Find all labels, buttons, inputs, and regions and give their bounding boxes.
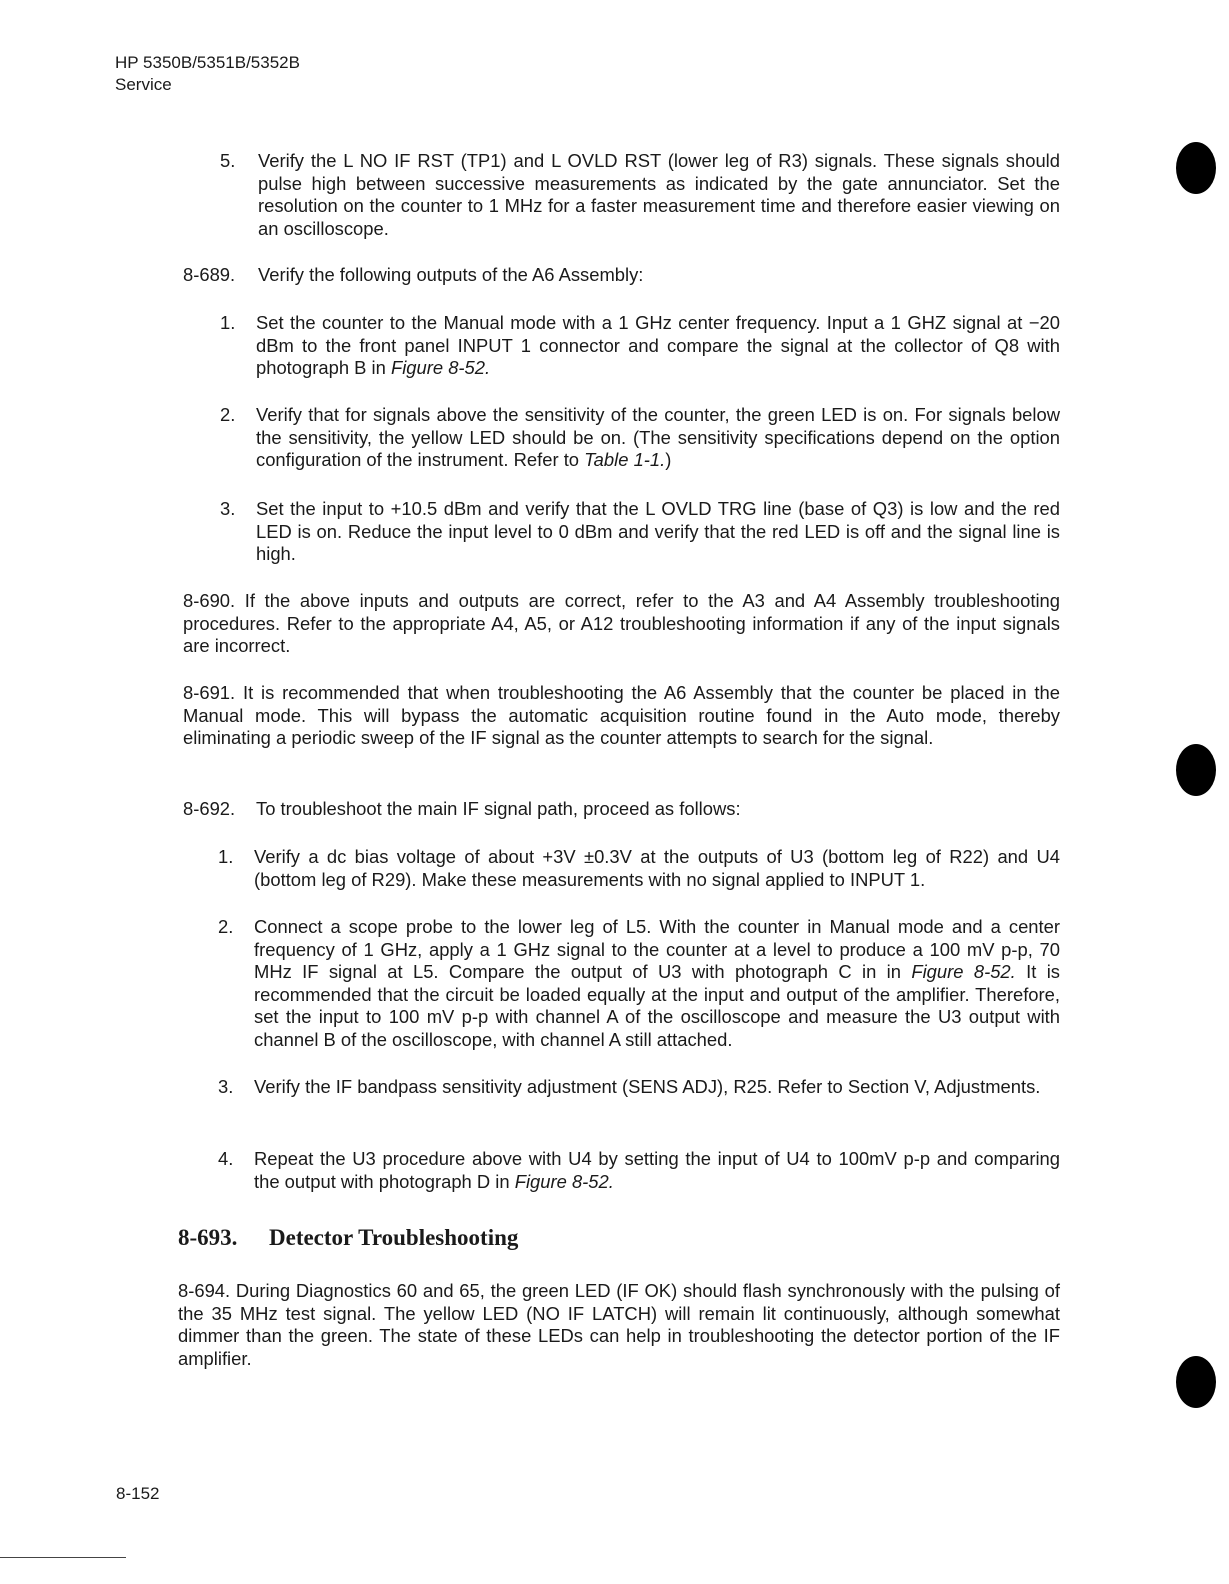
running-header <box>115 52 300 96</box>
header-model: HP 5350B/5351B/5352B <box>115 53 300 72</box>
figure-reference: Figure 8-52. <box>390 357 491 379</box>
paragraph-8-691: 8-691. It is recommended that when troubleshooting the A6 Assembly that the counter be placed in the Manual mode. This will bypass the automatic acquisition routine found in the Auto mode, thereby eliminating a periodic sweep of the IF signal as the counter attempts to search for the signal. <box>183 682 1060 749</box>
list-item-closing: ) <box>665 449 672 471</box>
paragraph-8-692: To troubleshoot the main IF signal path, proceed as follows: <box>256 798 741 819</box>
section-number: 8-693. <box>178 1225 238 1250</box>
footer-rule <box>0 1557 126 1558</box>
paragraph-8-694: 8-694. During Diagnostics 60 and 65, the green LED (IF OK) should flash synchronously with the pulsing of the 35 MHz test signal. The yellow LED (NO IF LATCH) will remain lit continuously, although somewhat dimmer than the green. The state of these LEDs can help in troubleshooting the detector portion of the IF amplifier. <box>178 1280 1060 1369</box>
list-item-body: Set the counter to the Manual mode with a 1 GHz center frequency. Input a 1 GHZ signal at −20 dBm to the front panel INPUT 1 connector and compare the signal at the collector of Q8 with photograph B in <box>256 312 1060 379</box>
list-item-text: Verify a dc bias voltage of about +3V ±0.3V at the outputs of U3 (bottom leg of R22) and U4 (bottom leg of R29). Make these measurements with no signal applied to INPUT 1. <box>254 846 1060 890</box>
list-item-text: Verify the IF bandpass sensitivity adjustment (SENS ADJ), R25. Refer to Section V, Adjustments. <box>254 1076 1041 1097</box>
list-item-body: Verify that for signals above the sensitivity of the counter, the green LED is on. For signals below the sensitivity, the yellow LED should be on. (The sensitivity specifications depend on the option configuration of the instrument. Refer to <box>256 404 1060 471</box>
list-item-body-continued: It is recommended that the circuit be loaded equally at the input and output of the amplifier. Therefore, set the input to 100 mV p-p with channel A of the oscilloscope and measure the U3 output with channel B of the oscilloscope, with channel A still attached. <box>254 961 1060 1050</box>
step-number: 3. <box>218 1076 234 1097</box>
step-number: 3. <box>220 498 236 519</box>
paragraph-8-689: Verify the following outputs of the A6 Assembly: <box>258 264 644 285</box>
list-item-text <box>254 1148 1060 1193</box>
list-item-text <box>254 916 1060 1052</box>
step-number: 1. <box>218 846 234 867</box>
section-title: Detector Troubleshooting <box>269 1225 519 1250</box>
step-number: 1. <box>220 312 236 333</box>
paragraph-8-690: 8-690. If the above inputs and outputs are correct, refer to the A3 and A4 Assembly troubleshooting procedures. Refer to the appropriate A4, A5, or A12 troubleshooting information if any of the input signals are incorrect. <box>183 590 1060 657</box>
list-item-body: Repeat the U3 procedure above with U4 by setting the input of U4 to 100mV p-p and comparing the output with photograph D in <box>254 1148 1060 1192</box>
step-number: 4. <box>218 1148 234 1169</box>
binder-hole-middle <box>1176 744 1216 796</box>
step-number: 2. <box>218 916 234 937</box>
page-number: 8-152 <box>116 1484 160 1503</box>
figure-reference: Figure 8-52. <box>911 961 1016 983</box>
header-section: Service <box>115 75 172 94</box>
list-item-text <box>256 312 1060 380</box>
binder-hole-bottom <box>1176 1356 1216 1408</box>
step-number: 2. <box>220 404 236 425</box>
list-item-text <box>256 404 1060 472</box>
figure-reference: Figure 8-52. <box>514 1170 614 1192</box>
paragraph-number: 8-692. <box>183 798 236 819</box>
binder-hole-top <box>1176 142 1216 194</box>
paragraph-number: 8-689. <box>183 264 236 285</box>
step-number: 5. <box>220 150 236 171</box>
step-5-text: Verify the L NO IF RST (TP1) and L OVLD RST (lower leg of R3) signals. These signals should pulse high between successive measurements as indicated by the gate annunciator. Set the resolution on the counter to 1 MHz for a faster measurement time and therefore easier viewing on an oscilloscope. <box>258 150 1060 239</box>
list-item-body: Connect a scope probe to the lower leg of L5. With the counter in Manual mode and a center frequency of 1 GHz, apply a 1 GHz signal to the counter at a level to produce a 100 mV p-p, 70 MHz IF signal at L5. Compare the output of U3 with photograph C in in <box>254 916 1060 983</box>
list-item-text: Set the input to +10.5 dBm and verify that the L OVLD TRG line (base of Q3) is low and the red LED is on. Reduce the input level to 0 dBm and verify that the red LED is off and the signal line is high. <box>256 498 1060 565</box>
section-heading <box>178 1225 518 1251</box>
table-reference: Table 1-1. <box>584 449 666 471</box>
